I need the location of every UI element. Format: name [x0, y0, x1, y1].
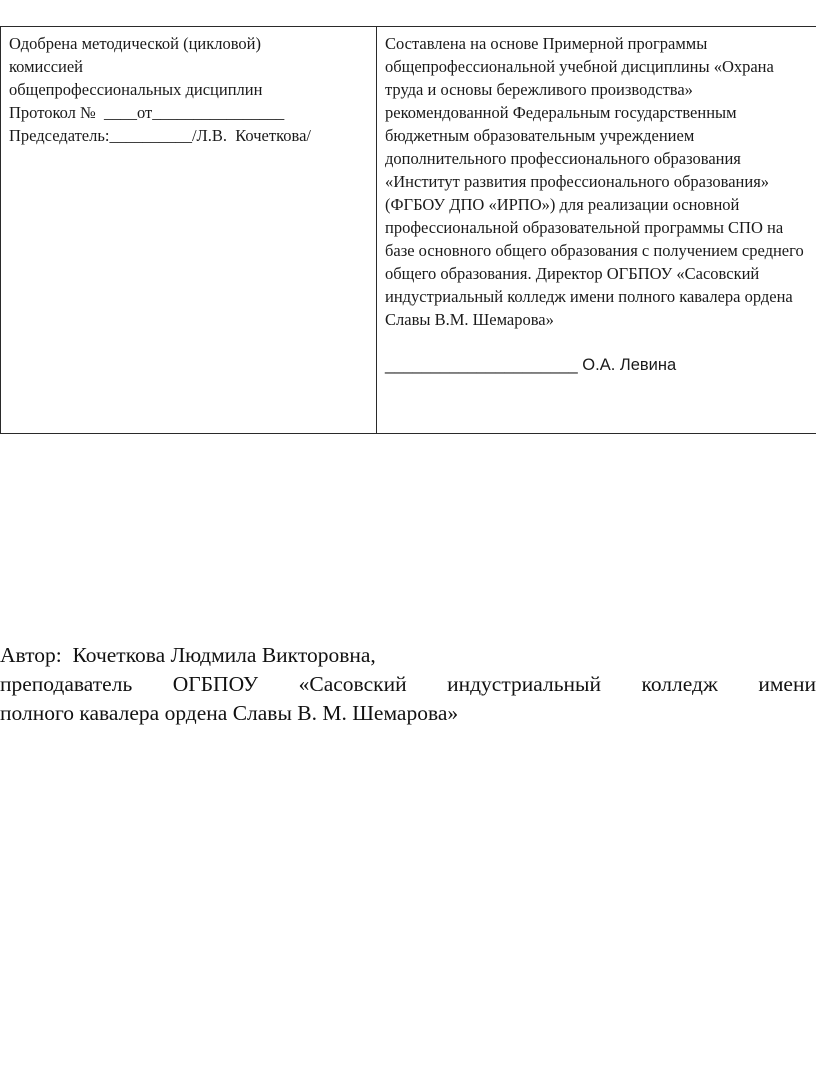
protocol-line: Протокол № ____от________________ — [9, 103, 285, 122]
approval-row — [1, 27, 816, 434]
approval-table — [0, 26, 816, 434]
approval-left-cell — [1, 27, 377, 434]
program-basis-text: Составлена на основе Примерной программы общепрофессиональной учебной дисциплины «Охрана труда и основы бережливого производства» рекомендованной Федеральным государственным бюджетным образовательным учреждением дополнительного профессионального образования «Институт развития профессионального образования» (ФГБОУ ДПО «ИРПО») для реализации основной профессиональной образовательной программы СПО на базе основного общего образования с получением среднего общего образования. Директор ОГБПОУ «Сасовский индустриальный колледж имени полного кавалера ордена Славы В.М. Шемарова» — [385, 34, 804, 329]
author-block — [0, 641, 816, 728]
chairman-line: Председатель:__________/Л.В. Кочеткова/ — [9, 126, 311, 145]
approval-left-line: общепрофессиональных дисциплин — [9, 80, 263, 99]
approval-left-line: комиссией — [9, 57, 84, 76]
director-signature-line: _____________________ О.А. Левина — [385, 356, 677, 374]
author-position-line-cont: полного кавалера ордена Славы В. М. Шемарова» — [0, 701, 459, 725]
author-position-line: преподаватель ОГБПОУ «Сасовский индустриальный колледж имени — [0, 672, 816, 696]
approval-right-cell — [377, 27, 816, 434]
author-name-line: Автор: Кочеткова Людмила Викторовна, — [0, 643, 376, 667]
approval-left-line: Одобрена методической (цикловой) — [9, 34, 261, 53]
